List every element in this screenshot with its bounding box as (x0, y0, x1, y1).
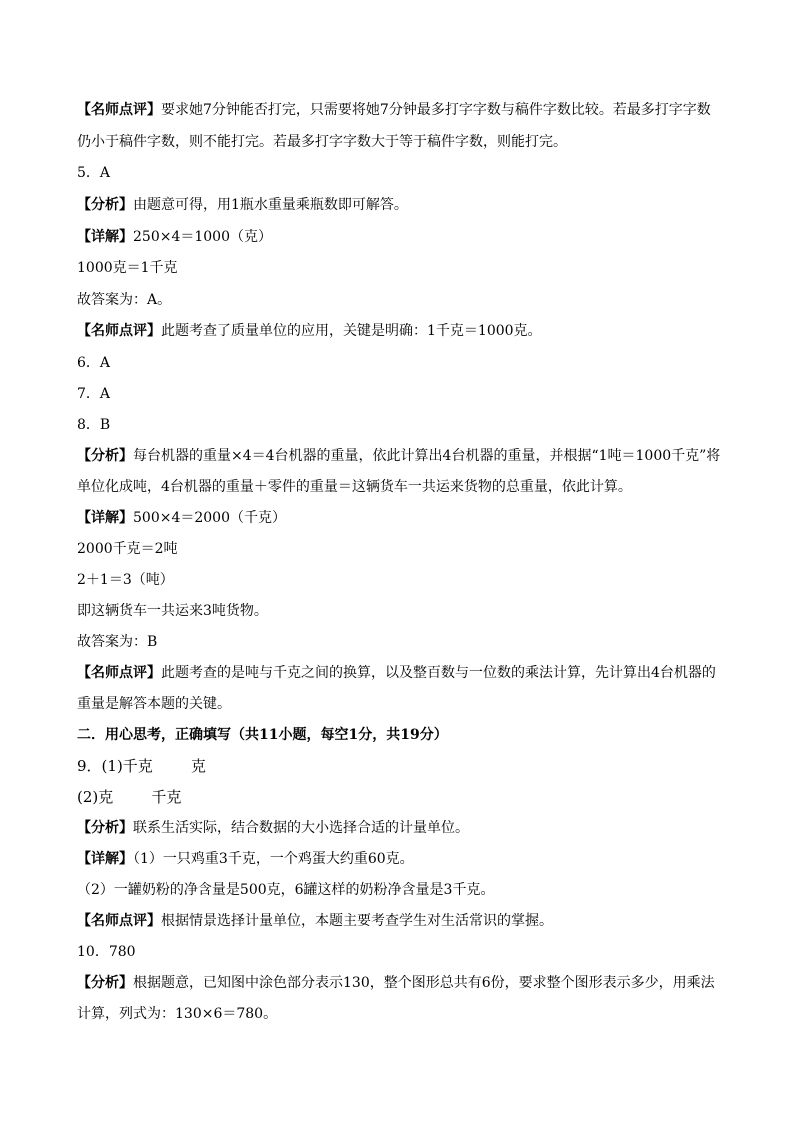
text-line (77, 227, 734, 247)
line-tag: 【名师点评】 (77, 323, 161, 339)
line-text: 2＋1＝3（吨） (77, 572, 174, 588)
text-line (77, 539, 734, 559)
text-line (77, 849, 734, 869)
line-text: 根据情景选择计量单位，本题主要考查学生对生活常识的掌握。 (161, 913, 553, 929)
line-text: 2000千克＝2吨 (77, 541, 178, 557)
answer-line (77, 756, 734, 776)
line-text: 故答案为：A。 (77, 292, 172, 308)
line-text: 联系生活实际，结合数据的大小选择合适的计量单位。 (133, 820, 469, 836)
line-tag: 【名师点评】 (77, 102, 161, 118)
line-text: 6．A (77, 355, 111, 371)
line-tag: 【名师点评】 (77, 665, 161, 681)
text-line (77, 880, 734, 900)
line-tag: 【名师点评】 (77, 913, 161, 929)
line-text: 即这辆货车一共运来3吨货物。 (77, 603, 268, 619)
line-text: 此题考查的是吨与千克之间的换算，以及整百数与一位数的乘法计算，先计算出4台机器的 (161, 665, 716, 681)
line-text: （1）一只鸡重3千克，一个鸡蛋大约重60克。 (133, 851, 414, 867)
line-text: 250×4＝1000（克） (133, 229, 272, 245)
line-text: 9．(1)千克 克 (77, 757, 206, 775)
line-tag: 【分析】 (77, 820, 133, 836)
line-text: 8．B (77, 417, 111, 433)
answer-line (77, 163, 734, 183)
line-text: 故答案为：B (77, 634, 158, 650)
text-line (77, 195, 734, 215)
line-text: 10．780 (77, 944, 136, 960)
line-text: (2)克 千克 (77, 788, 182, 806)
text-line (77, 446, 734, 466)
text-line (77, 694, 734, 714)
answer-line (77, 787, 734, 807)
line-tag: 【分析】 (77, 448, 133, 464)
text-line (77, 663, 734, 683)
text-line (77, 508, 734, 528)
text-line (77, 290, 734, 310)
line-text: 根据题意，已知图中涂色部分表示130，整个图形总共有6份，要求整个图形表示多少，用乘法 (133, 975, 715, 991)
line-text: 1000克＝1千克 (77, 260, 178, 276)
line-text: 重量是解答本题的关键。 (77, 696, 231, 712)
text-line (77, 973, 734, 993)
line-tag: 【详解】 (77, 851, 133, 867)
line-text: 计算，列式为：130×6＝780。 (77, 1006, 278, 1022)
text-line (77, 477, 734, 497)
line-text: 500×4＝2000（千克） (133, 510, 286, 526)
line-text: 二．用心思考，正确填写（共11小题，每空1分，共19分） (77, 727, 448, 743)
line-tag: 【详解】 (77, 229, 133, 245)
line-text: 要求她7分钟能否打完，只需要将她7分钟最多打字字数与稿件字数比较。若最多打字字数 (161, 102, 711, 118)
text-line (77, 911, 734, 931)
line-tag: 【分析】 (77, 975, 133, 991)
line-text: 由题意可得，用1瓶水重量乘瓶数即可解答。 (133, 197, 408, 213)
text-line (77, 258, 734, 278)
text-line (77, 132, 734, 152)
line-tag: 【分析】 (77, 197, 133, 213)
answer-line (77, 415, 734, 435)
text-line (77, 601, 734, 621)
text-line (77, 1004, 734, 1024)
answer-line (77, 384, 734, 404)
answer-line (77, 353, 734, 373)
text-line (77, 321, 734, 341)
line-tag: 【详解】 (77, 510, 133, 526)
text-line (77, 818, 734, 838)
line-text: 每台机器的重量×4＝4台机器的重量，依此计算出4台机器的重量，并根据“1吨＝1000千克”将 (133, 448, 721, 464)
line-text: 7．A (77, 386, 111, 402)
line-text: 单位化成吨，4台机器的重量＋零件的重量＝这辆货车一共运来货物的总重量，依此计算。 (77, 479, 632, 495)
text-line (77, 632, 734, 652)
line-text: 5．A (77, 165, 111, 181)
line-text: （2）一罐奶粉的净含量是500克，6罐这样的奶粉净含量是3千克。 (77, 882, 495, 898)
section-heading (77, 725, 734, 745)
text-line (77, 100, 734, 120)
line-text: 此题考查了质量单位的应用，关键是明确：1千克＝1000克。 (161, 323, 542, 339)
text-line (77, 570, 734, 590)
answer-line (77, 942, 734, 962)
line-text: 仍小于稿件字数，则不能打完。若最多打字字数大于等于稿件字数，则能打完。 (77, 134, 567, 150)
